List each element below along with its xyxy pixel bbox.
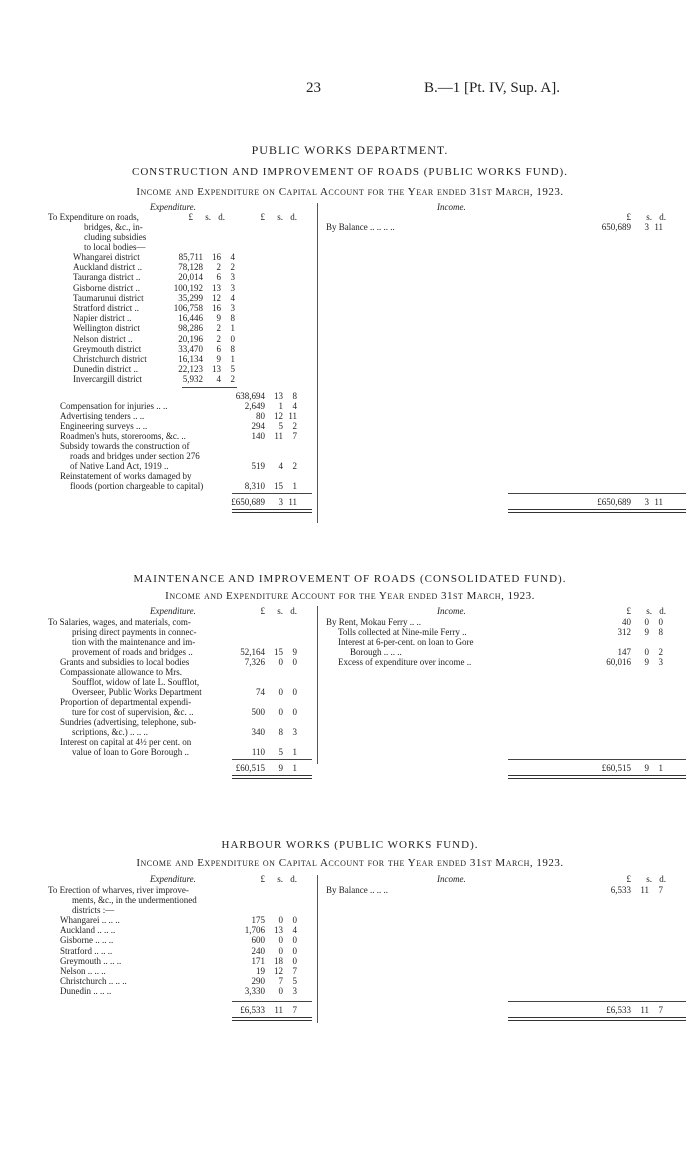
s1-income-balance: By Balance .. .. .. .. <box>326 222 395 232</box>
s3-exp-double-rule <box>232 1017 312 1021</box>
s1-intro-line: To Expenditure on roads, <box>48 212 139 222</box>
s3-col-head-0: £ <box>260 874 265 884</box>
s3-col-head-2: d. <box>290 874 297 884</box>
s2-proportion-line: ture for cost of supervision, &c. .. <box>72 707 194 717</box>
s1-district-name: Taumarunui district <box>73 292 144 303</box>
s1-district-pounds: 33,470 <box>178 343 203 354</box>
s1-district-name: Gisborne district .. <box>73 282 140 293</box>
s1-reinstate-line: Reinstatement of works damaged by <box>60 470 192 481</box>
s2-subtitle: Income and Expenditure Account for the Year ended 31st March, 1923. <box>165 590 535 602</box>
s2-exp-total-shillings: 9 <box>278 763 283 773</box>
s2-income-pence: 8 <box>658 627 663 637</box>
s2-income-item: Tolls collected at Nine-mile Ferry .. <box>338 627 467 637</box>
s1-other-item: Advertising tenders .. .. <box>60 410 145 421</box>
s1-exp-double-rule <box>232 509 312 513</box>
s1-district-pence: 2 <box>230 262 235 273</box>
s3-district-pounds: 171 <box>251 955 265 966</box>
s3-income-pence: 7 <box>658 885 663 895</box>
s1-district-pence: 4 <box>230 252 235 262</box>
s2-grants-pounds: 7,326 <box>244 657 265 667</box>
s1-district-pence: 3 <box>230 282 235 293</box>
s1-other-shillings: 5 <box>278 420 283 431</box>
s2-salaries-line: provement of roads and bridges .. <box>72 647 193 657</box>
s3-district-shillings: 0 <box>278 986 283 997</box>
s1-district-name: Nelson district .. <box>73 333 133 344</box>
s1-district-pounds: 5,932 <box>182 374 203 385</box>
s3-district-pence: 7 <box>292 966 297 976</box>
s1-intro-line: cluding subsidies <box>84 232 147 242</box>
s1-other-pounds: 2,649 <box>244 400 265 411</box>
s3-inc-col-head-1: s. <box>646 874 652 884</box>
s1-income-pence: 11 <box>654 222 663 232</box>
s3-district-pounds: 290 <box>251 976 265 987</box>
s2-income-shillings: 9 <box>644 627 649 637</box>
s1-col-head-5: d. <box>290 212 297 222</box>
s3-total-rule <box>232 1001 312 1002</box>
s2-inc-excess-pounds: 60,016 <box>606 657 631 667</box>
s1-other-pence: 2 <box>292 420 297 431</box>
s1-divider <box>317 203 318 523</box>
s2-income-pounds: 40 <box>622 617 631 627</box>
s2-inc-col-head-1: s. <box>646 606 652 616</box>
s1-other-item: Roadmen's huts, storerooms, &c. .. <box>60 430 186 441</box>
s1-district-pounds: 20,014 <box>178 272 203 283</box>
s3-exp-total-pence: 7 <box>292 1004 297 1015</box>
s1-reinstate-shillings: 15 <box>274 480 283 491</box>
s1-district-name: Christchurch district <box>73 354 147 364</box>
s1-income-pounds: 650,689 <box>601 222 631 232</box>
s3-col-head-1: s. <box>277 874 283 884</box>
s2-inc-excess-line: Excess of expenditure over income .. <box>338 657 472 667</box>
s2-sundries-pence: 3 <box>292 727 297 737</box>
s1-inc-col-head-0: £ <box>626 212 631 222</box>
s1-inc-col-head-1: s. <box>646 212 652 222</box>
s3-intro-line: districts :— <box>72 905 115 915</box>
s1-exp-total-shillings: 3 <box>278 496 283 507</box>
s2-sundries-line: Sundries (advertising, telephone, sub- <box>60 717 197 727</box>
s1-district-subtotal-rule <box>182 387 237 388</box>
s1-district-shillings: 16 <box>212 252 221 262</box>
s2-income-heading: Income. <box>437 606 466 616</box>
s2-compass-line: Soufflot, widow of late L. Soufflot, <box>72 677 200 687</box>
s3-district-item: Nelson .. .. .. <box>60 966 106 976</box>
department-title: PUBLIC WORKS DEPARTMENT. <box>251 143 449 157</box>
s1-district-pounds: 16,134 <box>178 354 203 364</box>
s2-col-head-0: £ <box>260 606 265 616</box>
s1-district-pounds: 100,192 <box>173 282 203 293</box>
s1-exp-total-pence: 11 <box>288 496 297 507</box>
s2-inc-interest-line: Interest at 6-per-cent. on loan to Gore <box>338 637 474 647</box>
s3-district-item: Gisborne .. .. .. <box>60 935 114 946</box>
s1-expenditure-heading: Expenditure. <box>150 202 196 212</box>
s1-district-pence: 1 <box>230 354 235 364</box>
s3-district-pence: 0 <box>292 915 297 925</box>
s1-income-heading: Income. <box>437 202 466 212</box>
s3-district-shillings: 13 <box>274 925 283 936</box>
s1-district-shillings: 6 <box>216 272 221 283</box>
s3-inc-col-head-2: d. <box>659 874 666 884</box>
s3-district-pence: 0 <box>292 935 297 946</box>
s1-other-pounds: 140 <box>251 430 265 441</box>
s2-grants-shillings: 0 <box>278 657 283 667</box>
s1-district-shillings: 13 <box>212 364 221 375</box>
s3-inc-total-pence: 7 <box>658 1004 663 1015</box>
s3-district-pounds: 600 <box>251 935 265 946</box>
s2-proportion-pounds: 500 <box>251 707 265 717</box>
s2-compass-shillings: 0 <box>278 687 283 697</box>
s3-district-shillings: 0 <box>278 935 283 946</box>
s1-intro-line: bridges, &c., in- <box>84 222 143 232</box>
s1-other-item: Compensation for injuries .. .. <box>60 400 168 411</box>
s3-district-shillings: 7 <box>278 976 283 987</box>
s3-exp-total-shillings: 11 <box>274 1004 283 1015</box>
s1-inc-total-shillings: 3 <box>644 496 649 507</box>
s3-district-shillings: 0 <box>278 945 283 956</box>
s2-expenditure-heading: Expenditure. <box>150 606 196 616</box>
s1-district-pounds: 98,286 <box>178 323 203 334</box>
s1-inc-col-head-2: d. <box>659 212 666 222</box>
s2-interest-pounds: 110 <box>251 747 265 757</box>
s2-interest-shillings: 5 <box>278 747 283 757</box>
s3-district-pounds: 19 <box>256 966 265 976</box>
s1-subsidy-shillings: 4 <box>278 460 283 471</box>
s2-income-item: By Rent, Mokau Ferry .. .. <box>326 617 421 627</box>
s1-col-head-0: £ <box>188 212 193 222</box>
s2-inc-excess-pence: 3 <box>658 657 663 667</box>
s1-district-shillings: 9 <box>216 313 221 324</box>
s1-income-shillings: 3 <box>644 222 649 232</box>
s1-other-pounds: 80 <box>256 410 265 421</box>
s1-exp-total-pounds: £650,689 <box>231 496 265 507</box>
s1-reinstate-pounds: 8,310 <box>244 480 265 491</box>
s3-district-pence: 0 <box>292 955 297 966</box>
s1-col-head-2: d. <box>218 212 225 222</box>
s1-district-name: Wellington district <box>73 323 141 334</box>
s1-district-shillings: 9 <box>216 354 221 364</box>
s1-inc-double-rule <box>508 509 686 513</box>
s1-subtitle: Income and Expenditure on Capital Account for the Year ended 31st March, 1923. <box>136 186 564 198</box>
s1-district-pence: 5 <box>230 364 235 375</box>
s1-district-pence: 0 <box>230 333 235 344</box>
s3-district-item: Auckland .. .. .. <box>60 925 116 936</box>
s1-district-shillings: 2 <box>216 262 221 273</box>
s2-interest-line: value of loan to Gore Borough .. <box>72 747 189 757</box>
report-reference: B.—1 [Pt. IV, Sup. A]. <box>424 80 560 96</box>
s2-proportion-line: Proportion of departmental expendi- <box>60 697 192 707</box>
s2-compass-line: Compassionate allowance to Mrs. <box>60 667 182 677</box>
s1-col-head-4: s. <box>277 212 283 222</box>
s2-salaries-pence: 9 <box>292 647 297 657</box>
s3-inc-total-rule <box>508 1001 686 1002</box>
s2-compass-pounds: 74 <box>256 687 265 697</box>
s3-expenditure-heading: Expenditure. <box>150 874 196 884</box>
s1-district-pence: 3 <box>230 272 235 283</box>
s1-subsidy-pence: 2 <box>292 460 297 471</box>
s2-exp-double-rule <box>232 775 312 779</box>
s2-income-pounds: 312 <box>617 627 631 637</box>
s1-district-pounds: 16,446 <box>178 313 203 324</box>
s2-compass-pence: 0 <box>292 687 297 697</box>
s2-inc-excess-shillings: 9 <box>644 657 649 667</box>
s1-subsidy-line: of Native Land Act, 1919 .. <box>70 460 169 471</box>
s2-salaries-line: tion with the maintenance and im- <box>72 637 196 647</box>
s1-district-shillings: 6 <box>216 343 221 354</box>
s2-inc-total-rule <box>508 759 686 760</box>
s1-district-name: Greymouth district <box>73 343 142 354</box>
s1-col-head-1: s. <box>205 212 211 222</box>
s3-intro-line: To Erection of wharves, river improve- <box>48 885 189 895</box>
s1-other-shillings: 11 <box>274 430 283 441</box>
s1-district-shillings: 2 <box>216 333 221 344</box>
s2-income-pence: 0 <box>658 617 663 627</box>
s3-title: HARBOUR WORKS (PUBLIC WORKS FUND). <box>221 839 479 851</box>
s1-inc-total-pence: 11 <box>654 496 663 507</box>
s1-district-pence: 4 <box>230 292 235 303</box>
s3-income-pounds: 6,533 <box>610 885 631 895</box>
page-number: 23 <box>306 80 321 96</box>
s2-compass-line: Overseer, Public Works Department <box>72 687 202 697</box>
s2-proportion-shillings: 0 <box>278 707 283 717</box>
s3-district-item: Christchurch .. .. .. <box>60 976 127 987</box>
s1-district-total-pence: 8 <box>292 390 297 401</box>
s1-subsidy-line: roads and bridges under section 276 <box>70 450 200 461</box>
s2-inc-double-rule <box>508 775 686 779</box>
s3-district-shillings: 0 <box>278 915 283 925</box>
s3-district-item: Greymouth .. .. .. <box>60 955 122 966</box>
s1-total-rule <box>232 493 312 494</box>
s1-other-pounds: 294 <box>251 420 265 431</box>
s2-sundries-pounds: 340 <box>251 727 265 737</box>
s2-col-head-2: d. <box>290 606 297 616</box>
s1-district-pounds: 35,299 <box>178 292 203 303</box>
s1-other-shillings: 12 <box>274 410 283 421</box>
s2-exp-total-pence: 1 <box>292 763 297 773</box>
s3-district-pounds: 3,330 <box>244 986 265 997</box>
s1-other-pence: 7 <box>292 430 297 441</box>
s3-district-pence: 4 <box>292 925 297 936</box>
s3-district-pounds: 175 <box>251 915 265 925</box>
s2-inc-total-pence: 1 <box>658 763 663 773</box>
s1-district-pounds: 106,758 <box>173 303 203 313</box>
s2-proportion-pence: 0 <box>292 707 297 717</box>
s3-inc-total-pounds: £6,533 <box>606 1004 631 1015</box>
s1-district-shillings: 2 <box>216 323 221 334</box>
s1-district-total-pounds: 638,694 <box>235 390 265 401</box>
s3-subtitle: Income and Expenditure on Capital Account for the Year ended 31st March, 1923. <box>136 857 564 869</box>
s3-income-balance: By Balance .. .. .. <box>326 885 388 895</box>
s2-inc-col-head-0: £ <box>626 606 631 616</box>
s2-interest-pence: 1 <box>292 747 297 757</box>
s1-reinstate-line: floods (portion chargeable to capital) <box>70 480 204 491</box>
s3-district-pence: 5 <box>292 976 297 987</box>
s1-district-total-shillings: 13 <box>274 390 283 401</box>
s2-sundries-shillings: 8 <box>278 727 283 737</box>
s1-district-pence: 2 <box>230 374 235 385</box>
s2-salaries-pounds: 52,164 <box>240 647 265 657</box>
s1-district-name: Whangarei district <box>73 252 140 262</box>
s1-subsidy-pounds: 519 <box>251 460 265 471</box>
s1-district-pounds: 20,196 <box>178 333 203 344</box>
s1-district-name: Napier district .. <box>73 313 132 324</box>
s1-subsidy-line: Subsidy towards the construction of <box>60 440 190 451</box>
s3-inc-col-head-0: £ <box>626 874 631 884</box>
s3-district-item: Dunedin .. .. .. <box>60 986 112 997</box>
s3-district-item: Whangarei .. .. .. <box>60 915 120 925</box>
s3-divider <box>317 875 318 1023</box>
s3-district-item: Stratford .. .. .. <box>60 945 113 956</box>
s2-inc-col-head-2: d. <box>659 606 666 616</box>
s1-inc-total-pounds: £650,689 <box>597 496 631 507</box>
s1-district-shillings: 12 <box>212 292 221 303</box>
s1-other-pence: 11 <box>288 410 297 421</box>
s2-divider <box>317 606 318 764</box>
s2-exp-total-pounds: £60,515 <box>235 763 265 773</box>
s2-inc-interest-pounds: 147 <box>617 647 631 657</box>
s3-district-shillings: 18 <box>274 955 283 966</box>
s2-interest-line: Interest on capital at 4½ per cent. on <box>60 737 192 747</box>
s1-district-pounds: 78,128 <box>178 262 203 273</box>
s1-other-item: Engineering surveys .. .. <box>60 420 148 431</box>
s3-intro-line: ments, &c., in the undermentioned <box>72 895 197 905</box>
s3-district-pounds: 1,706 <box>244 925 265 936</box>
s1-district-shillings: 4 <box>216 374 221 385</box>
s1-reinstate-pence: 1 <box>292 480 297 491</box>
s2-title: MAINTENANCE AND IMPROVEMENT OF ROADS (CONSOLIDATED FUND). <box>133 573 567 585</box>
s1-intro-line: to local bodies— <box>84 242 146 252</box>
s1-district-shillings: 16 <box>212 303 221 313</box>
s1-district-pence: 8 <box>230 313 235 324</box>
s1-district-pounds: 22,123 <box>178 364 203 375</box>
s1-district-pence: 1 <box>230 323 235 334</box>
s1-title: CONSTRUCTION AND IMPROVEMENT OF ROADS (PUBLIC WORKS FUND). <box>132 166 568 178</box>
s2-inc-total-shillings: 9 <box>644 763 649 773</box>
s1-district-pounds: 85,711 <box>178 252 203 262</box>
s1-other-shillings: 1 <box>278 400 283 411</box>
s2-grants-pence: 0 <box>292 657 297 667</box>
s1-other-pence: 4 <box>292 400 297 411</box>
s1-district-name: Dunedin district .. <box>73 364 138 375</box>
s1-district-name: Auckland district .. <box>73 262 142 273</box>
s2-inc-interest-pence: 2 <box>658 647 663 657</box>
s1-district-name: Tauranga district .. <box>73 272 141 283</box>
s1-district-name: Stratford district .. <box>73 303 139 313</box>
s2-inc-interest-line: Borough .. .. .. <box>350 647 402 657</box>
s1-district-pence: 8 <box>230 343 235 354</box>
s2-inc-total-pounds: £60,515 <box>601 763 631 773</box>
s2-salaries-line: prising direct payments in connec- <box>72 627 197 637</box>
s2-grants-line: Grants and subsidies to local bodies <box>60 657 190 667</box>
s3-inc-double-rule <box>508 1017 686 1021</box>
s3-district-pence: 0 <box>292 945 297 956</box>
s1-inc-total-rule <box>508 493 686 494</box>
s2-income-shillings: 0 <box>644 617 649 627</box>
s1-district-shillings: 13 <box>212 282 221 293</box>
s3-exp-total-pounds: £6,533 <box>240 1004 265 1015</box>
s2-inc-interest-shillings: 0 <box>644 647 649 657</box>
s2-col-head-1: s. <box>277 606 283 616</box>
s2-sundries-line: scriptions, &c.) .. .. .. <box>72 727 148 737</box>
s3-district-pence: 3 <box>292 986 297 997</box>
s3-district-pounds: 240 <box>251 945 265 956</box>
s1-col-head-3: £ <box>260 212 265 222</box>
s3-district-shillings: 12 <box>274 966 283 976</box>
s3-income-shillings: 11 <box>640 885 649 895</box>
s1-district-pence: 3 <box>230 303 235 313</box>
s2-salaries-line: To Salaries, wages, and materials, com- <box>48 617 191 627</box>
s1-district-name: Invercargill district <box>73 374 143 385</box>
s2-salaries-shillings: 15 <box>274 647 283 657</box>
s3-inc-total-shillings: 11 <box>640 1004 649 1015</box>
s3-income-heading: Income. <box>437 874 466 884</box>
s2-total-rule <box>232 759 312 760</box>
